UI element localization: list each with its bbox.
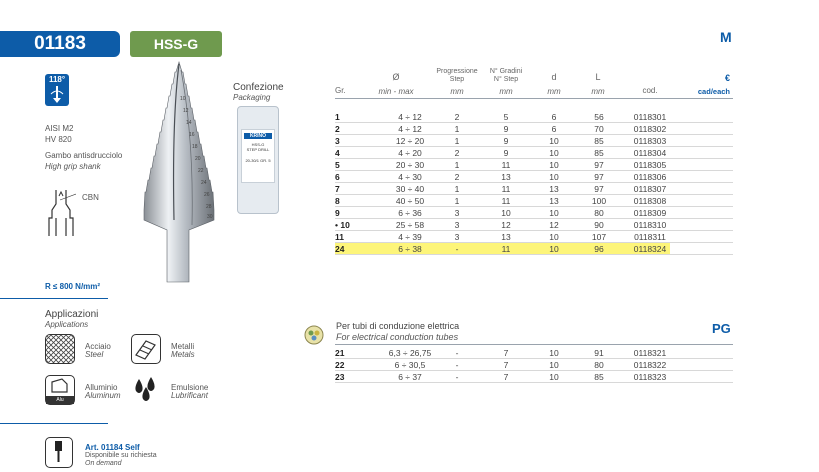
- cell-d: 10: [549, 372, 559, 382]
- cell-step: 1: [454, 184, 460, 194]
- row-divider: [335, 206, 733, 207]
- cell-dia: 4 ÷ 39: [398, 232, 422, 242]
- cell-n: 12: [501, 220, 511, 230]
- app-aluminum-it: Alluminio: [85, 383, 118, 392]
- row-divider: [335, 170, 733, 171]
- cell-d: 13: [549, 196, 559, 206]
- col-step-unit: mm: [450, 87, 464, 96]
- col-l-unit: mm: [591, 87, 605, 96]
- cell-n: 13: [501, 232, 511, 242]
- conduit-tubes-icon: [300, 322, 328, 348]
- cell-n: 10: [501, 208, 511, 218]
- cell-step: 3: [454, 208, 460, 218]
- cell-step: -: [455, 348, 459, 358]
- cell-n: 13: [501, 172, 511, 182]
- row-divider: [335, 230, 733, 231]
- drill-tip-icon: [49, 84, 65, 104]
- cell-dia: 6 ÷ 38: [398, 244, 422, 254]
- cell-l: 91: [594, 348, 604, 358]
- conduit-title: Per tubi di conduzione elettrica: [336, 321, 460, 331]
- cell-step: 1: [454, 160, 460, 170]
- cell-gr: • 10: [335, 220, 350, 230]
- col-dia-header: Ø: [392, 72, 400, 82]
- packaging-subtitle: Packaging: [233, 93, 271, 102]
- cell-l: 85: [594, 148, 604, 158]
- cell-step: 1: [454, 124, 460, 134]
- svg-text:22: 22: [198, 168, 204, 174]
- cell-dia: 20 ÷ 30: [395, 160, 425, 170]
- packaging-brand: KRINO: [244, 133, 272, 139]
- cell-step: -: [455, 372, 459, 382]
- cell-gr: 7: [335, 184, 340, 194]
- cell-dia: 4 ÷ 30: [398, 172, 422, 182]
- row-divider: [335, 254, 733, 255]
- cell-step: -: [455, 244, 459, 254]
- col-d-unit: mm: [547, 87, 561, 96]
- svg-text:24: 24: [201, 180, 207, 186]
- col-d-header: d: [551, 72, 557, 82]
- cell-d: 10: [549, 148, 559, 158]
- strength-label: R ≤ 800 N/mm²: [45, 282, 101, 291]
- cell-n: 11: [501, 184, 511, 194]
- cell-gr: 6: [335, 172, 340, 182]
- svg-text:20: 20: [195, 156, 201, 162]
- cell-l: 70: [594, 124, 604, 134]
- cell-l: 80: [594, 208, 604, 218]
- cell-l: 96: [594, 244, 604, 254]
- svg-text:18: 18: [192, 144, 198, 150]
- cell-dia: 30 ÷ 40: [395, 184, 425, 194]
- cell-cod: 0118305: [633, 160, 667, 170]
- cell-dia: 6 ÷ 37: [398, 372, 422, 382]
- cell-d: 6: [551, 124, 557, 134]
- row-divider: [335, 358, 733, 359]
- cell-cod: 0118301: [633, 112, 667, 122]
- svg-text:14: 14: [186, 120, 192, 126]
- cell-l: 90: [594, 220, 604, 230]
- cell-d: 10: [549, 208, 559, 218]
- col-l-header: L: [595, 72, 601, 82]
- cell-n: 7: [503, 360, 509, 370]
- cell-d: 10: [549, 172, 559, 182]
- cell-cod: 0118304: [633, 148, 667, 158]
- metals-icon: [131, 334, 161, 364]
- cell-d: 13: [549, 184, 559, 194]
- cell-d: 10: [549, 348, 559, 358]
- packaging-box-text3: 20-30/1 GR. 5: [245, 158, 271, 163]
- point-angle-label: 118°: [48, 75, 66, 84]
- row-divider: [335, 382, 733, 383]
- footer-line2: On demand: [85, 460, 122, 467]
- applications-subtitle: Applications: [45, 320, 89, 329]
- cell-d: 10: [549, 360, 559, 370]
- cell-step: 1: [454, 196, 460, 206]
- spec-shank-it: Gambo antisdrucciolo: [45, 151, 123, 160]
- cell-step: 2: [454, 148, 460, 158]
- cell-dia: 4 ÷ 20: [398, 148, 422, 158]
- cell-cod: 0118323: [633, 372, 667, 382]
- svg-text:30: 30: [207, 214, 213, 220]
- alu-tag: Alu: [46, 396, 74, 404]
- section-letter: M: [720, 29, 732, 45]
- cell-dia: 12 ÷ 20: [395, 136, 425, 146]
- packaging-title: Confezione: [233, 82, 284, 93]
- cell-gr: 3: [335, 136, 340, 146]
- cell-n: 11: [501, 160, 511, 170]
- row-divider: [335, 370, 733, 371]
- cell-dia: 6,3 ÷ 26,75: [388, 348, 432, 358]
- cell-gr: 9: [335, 208, 340, 218]
- lubricant-drops-icon: [131, 375, 161, 405]
- cell-l: 80: [594, 360, 604, 370]
- cell-dia: 6 ÷ 36: [398, 208, 422, 218]
- col-price-header: €: [724, 73, 730, 83]
- cell-step: 1: [454, 136, 460, 146]
- app-metals-it: Metalli: [171, 342, 195, 351]
- step-drill-image: [134, 60, 224, 285]
- cell-l: 56: [594, 112, 604, 122]
- cell-n: 9: [503, 136, 509, 146]
- row-divider: [335, 146, 733, 147]
- cell-cod: 0118321: [633, 348, 667, 358]
- cell-d: 12: [549, 220, 559, 230]
- svg-text:28: 28: [206, 204, 212, 210]
- steel-icon: [45, 334, 75, 364]
- shank-profile-icon: [46, 188, 76, 238]
- app-metals-en: Metals: [171, 350, 195, 359]
- col-step-title1: Progressione: [436, 68, 478, 75]
- col-step-header: [430, 68, 484, 84]
- cbn-label: CBN: [82, 193, 99, 202]
- svg-text:12: 12: [183, 108, 189, 114]
- cell-step: 2: [454, 112, 460, 122]
- row-divider: [335, 158, 733, 159]
- row-divider: [335, 194, 733, 195]
- svg-text:16: 16: [189, 132, 195, 138]
- divider-bottom: [0, 423, 108, 424]
- cell-cod: 0118311: [634, 232, 666, 242]
- applications-title: Applicazioni: [45, 309, 99, 320]
- spec-hardness: HV 820: [45, 135, 72, 144]
- cell-cod: 0118324: [633, 244, 667, 254]
- col-step-title2: Step: [449, 76, 465, 83]
- spec-shank-en: High grip shank: [45, 162, 101, 171]
- col-nsteps-header: [483, 68, 529, 84]
- row-divider: [335, 122, 733, 123]
- cell-l: 85: [594, 372, 604, 382]
- cell-step: 2: [454, 172, 460, 182]
- cell-n: 7: [503, 372, 509, 382]
- cell-d: 6: [551, 112, 557, 122]
- svg-text:26: 26: [204, 192, 210, 198]
- point-angle-icon: [45, 74, 69, 106]
- cell-dia: 40 ÷ 50: [395, 196, 425, 206]
- row-divider: [335, 134, 733, 135]
- cell-cod: 0118309: [633, 208, 667, 218]
- material-badge: HSS-G: [130, 31, 222, 57]
- packaging-box-image: [237, 106, 279, 214]
- self-package-icon: [45, 437, 73, 468]
- cell-gr: 24: [335, 244, 345, 254]
- cell-d: 10: [549, 136, 559, 146]
- cell-n: 11: [501, 196, 511, 206]
- cell-n: 9: [503, 124, 509, 134]
- cell-l: 85: [594, 136, 604, 146]
- cell-gr: 5: [335, 160, 340, 170]
- cell-cod: 0118307: [633, 184, 667, 194]
- cell-l: 100: [591, 196, 607, 206]
- cell-n: 7: [503, 348, 509, 358]
- col-nsteps-title1: N° Gradini: [489, 68, 523, 75]
- cell-cod: 0118310: [633, 220, 667, 230]
- cell-step: 3: [454, 220, 460, 230]
- cell-n: 5: [503, 112, 509, 122]
- header-rule: [335, 98, 733, 99]
- cell-d: 10: [549, 232, 559, 242]
- app-lubricant-en: Lubrificant: [171, 391, 208, 400]
- cell-n: 11: [501, 244, 511, 254]
- svg-text:10: 10: [180, 96, 186, 102]
- cell-l: 97: [594, 184, 604, 194]
- cell-cod: 0118306: [633, 172, 667, 182]
- cell-d: 10: [549, 160, 559, 170]
- conduit-letter: PG: [712, 321, 731, 336]
- cell-step: -: [455, 360, 459, 370]
- cell-dia: 25 ÷ 58: [395, 220, 425, 230]
- cell-gr: 11: [335, 232, 344, 242]
- footer-art: Art. 01184 Self: [85, 443, 140, 452]
- col-nsteps-title2: N° Step: [493, 76, 519, 83]
- footer-line1: Disponibile su richiesta: [85, 452, 157, 459]
- col-nsteps-unit: mm: [499, 87, 513, 96]
- app-lubricant-it: Emulsione: [171, 383, 209, 392]
- packaging-box-text1: HSS-G: [251, 142, 265, 147]
- cell-dia: 6 ÷ 30,5: [394, 360, 426, 370]
- cell-n: 9: [503, 148, 509, 158]
- cell-gr: 22: [335, 360, 345, 370]
- cell-cod: 0118303: [633, 136, 667, 146]
- cell-cod: 0118308: [633, 196, 667, 206]
- row-divider: [335, 218, 733, 219]
- cell-gr: 8: [335, 196, 340, 206]
- aluminum-icon: [45, 375, 75, 405]
- packaging-box-text2: STEP DRILL: [246, 147, 270, 152]
- cell-l: 97: [594, 172, 604, 182]
- cell-gr: 1: [335, 112, 340, 122]
- cell-l: 97: [594, 160, 604, 170]
- col-gr-header: Gr.: [335, 86, 346, 95]
- app-steel-it: Acciaio: [85, 342, 111, 351]
- cell-gr: 4: [335, 148, 340, 158]
- cell-gr: 23: [335, 372, 345, 382]
- spec-aisi: AISI M2: [45, 124, 74, 133]
- col-dia-unit: min - max: [378, 87, 414, 96]
- cell-d: 10: [549, 244, 559, 254]
- product-code-badge: 01183: [0, 31, 120, 57]
- col-price-unit: cad/each: [697, 87, 730, 96]
- row-divider: [335, 182, 733, 183]
- conduit-subtitle: For electrical conduction tubes: [336, 332, 459, 342]
- cell-gr: 21: [335, 348, 345, 358]
- cell-gr: 2: [335, 124, 340, 134]
- cell-dia: 4 ÷ 12: [398, 112, 422, 122]
- app-aluminum-en: Aluminum: [85, 391, 121, 400]
- cell-l: 107: [591, 232, 607, 242]
- divider-left: [0, 298, 108, 299]
- conduit-rule: [335, 344, 733, 345]
- cell-step: 3: [454, 232, 460, 242]
- cell-cod: 0118302: [633, 124, 667, 134]
- cell-dia: 4 ÷ 12: [398, 124, 422, 134]
- app-steel-en: Steel: [85, 350, 104, 359]
- col-cod-header: cod.: [642, 86, 658, 95]
- cell-cod: 0118322: [633, 360, 667, 370]
